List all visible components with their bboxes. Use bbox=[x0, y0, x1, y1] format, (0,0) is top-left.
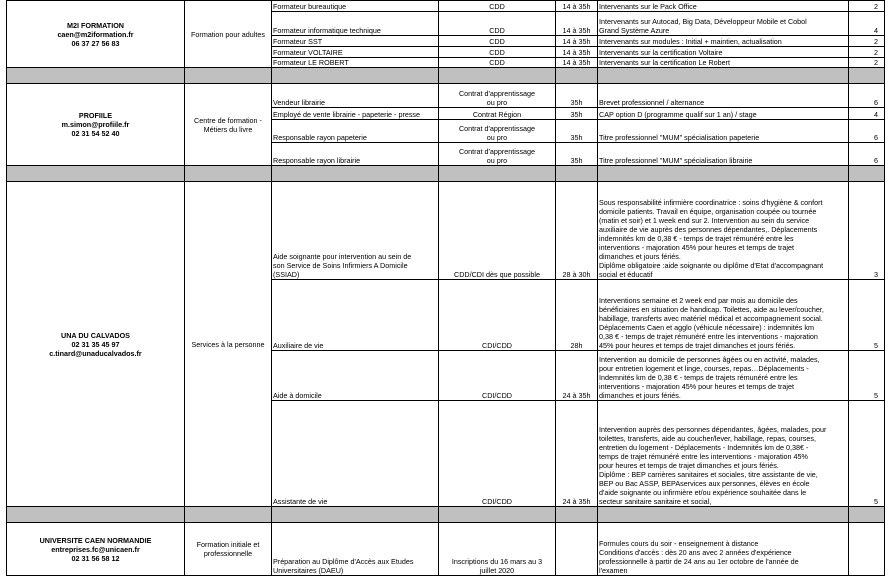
separator-cell[interactable] bbox=[185, 68, 272, 84]
organization-cell[interactable] bbox=[7, 523, 185, 576]
separator-cell[interactable] bbox=[849, 166, 885, 182]
description-cell-line: dimanches et jours fériés. bbox=[599, 252, 681, 261]
sector-cell[interactable]: Formation initiale et professionnelle bbox=[185, 523, 272, 576]
positions-count-cell[interactable]: 2 bbox=[849, 58, 885, 68]
sector-cell[interactable]: Services à la personne bbox=[185, 182, 272, 507]
job-title-cell[interactable] bbox=[272, 523, 439, 576]
separator-cell[interactable] bbox=[439, 166, 556, 182]
sector-cell[interactable]: Formation pour adultes bbox=[185, 1, 272, 68]
description-cell-line: interventions - majoration 45% pour heures et temps de trajet bbox=[599, 382, 794, 391]
positions-count-cell[interactable]: 6 bbox=[849, 84, 885, 108]
contract-cell[interactable] bbox=[439, 108, 556, 120]
contract-cell-line: CDD/CDI dès que possible bbox=[454, 270, 540, 279]
job-title-cell[interactable] bbox=[272, 47, 439, 58]
description-cell[interactable] bbox=[598, 401, 849, 507]
job-title-cell-line: Formateur LE ROBERT bbox=[273, 58, 349, 67]
hours-cell[interactable]: 35h bbox=[556, 143, 598, 166]
contract-cell-line: CDI/CDD bbox=[482, 391, 512, 400]
description-cell-line: pour entretien logement et linge, courses, repas…Déplacements - bbox=[599, 364, 809, 373]
job-title-cell-line: Aide à domicile bbox=[273, 391, 322, 400]
positions-count-cell[interactable]: 2 bbox=[849, 1, 885, 12]
contract-cell[interactable] bbox=[439, 401, 556, 507]
description-cell-line: Grand Système Azure bbox=[599, 26, 670, 35]
description-cell-line: dimanches et jours fériés. bbox=[599, 391, 681, 400]
hours-cell[interactable]: 14 à 35h bbox=[556, 47, 598, 58]
contract-cell[interactable] bbox=[439, 84, 556, 108]
description-cell[interactable] bbox=[598, 1, 849, 12]
description-cell-line: Intervention auprès des personnes dépendantes, âgées, malades, pour bbox=[599, 425, 827, 434]
description-cell[interactable] bbox=[598, 58, 849, 68]
separator-cell[interactable] bbox=[272, 166, 439, 182]
contract-cell-line: ou pro bbox=[486, 156, 508, 165]
contract-cell[interactable] bbox=[439, 120, 556, 143]
contract-cell-line: CDD bbox=[489, 2, 505, 11]
contract-cell[interactable] bbox=[439, 523, 556, 576]
separator-cell[interactable] bbox=[556, 68, 598, 84]
description-cell-line: Titre professionnel "MUM" spécialisation librairie bbox=[599, 156, 753, 165]
description-cell-line: Intervenants sur la certification Voltaire bbox=[599, 48, 723, 57]
positions-count-cell[interactable]: 6 bbox=[849, 143, 885, 166]
positions-count-cell[interactable]: 2 bbox=[849, 47, 885, 58]
contract-cell[interactable] bbox=[439, 143, 556, 166]
contract-cell-line: CDD bbox=[489, 58, 505, 67]
description-cell-line: Intervention au domicile de personnes âgées ou en activité, malades, bbox=[599, 355, 820, 364]
description-cell-line: secteur sanitaire sanitaire et social, bbox=[599, 497, 712, 506]
positions-count-cell[interactable]: 6 bbox=[849, 120, 885, 143]
description-cell-line: l'examen bbox=[599, 566, 628, 575]
job-title-cell-line: Formateur SST bbox=[273, 37, 323, 46]
separator-cell[interactable] bbox=[272, 507, 439, 523]
contract-cell-line: Contrat d'apprentissage bbox=[458, 124, 536, 133]
description-cell-line: Intervenants sur modules : Initial + maintien, actualisation bbox=[599, 37, 782, 46]
description-cell[interactable] bbox=[598, 84, 849, 108]
contract-cell[interactable] bbox=[439, 58, 556, 68]
contract-cell-line: juillet 2020 bbox=[479, 566, 515, 575]
positions-count-cell[interactable]: 4 bbox=[849, 108, 885, 120]
description-cell-line: 0,38 € - temps de trajet rémunéré entre les interventions - majoration bbox=[599, 332, 818, 341]
job-title-cell[interactable] bbox=[272, 12, 439, 36]
hours-cell[interactable] bbox=[556, 523, 598, 576]
hours-cell[interactable]: 24 à 35h bbox=[556, 401, 598, 507]
hours-cell[interactable]: 14 à 35h bbox=[556, 58, 598, 68]
separator-cell[interactable] bbox=[272, 68, 439, 84]
description-cell-line: CAP option D (programme qualif sur 1 an) / stage bbox=[599, 110, 757, 119]
job-title-cell[interactable] bbox=[272, 280, 439, 351]
description-cell[interactable] bbox=[598, 280, 849, 351]
organization-contact: 02 31 54 52 40 bbox=[71, 129, 120, 138]
separator-cell[interactable] bbox=[598, 507, 849, 523]
description-cell-line: BEP ou Bac ASSP, BEPAservices aux personnes, élèves en école bbox=[599, 479, 810, 488]
positions-count-cell[interactable]: 2 bbox=[849, 36, 885, 47]
table-row bbox=[7, 523, 885, 576]
description-cell[interactable] bbox=[598, 12, 849, 36]
job-title-cell[interactable] bbox=[272, 182, 439, 280]
organization-cell[interactable] bbox=[7, 84, 185, 166]
description-cell-line: habillage, transferts avec matériel médical et accompagnement social. bbox=[599, 314, 823, 323]
organization-name: M2I FORMATION bbox=[67, 20, 124, 30]
separator-cell[interactable] bbox=[439, 68, 556, 84]
description-cell-line: Conditions d'accès : dès 20 ans avec 2 années d'expérience bbox=[599, 548, 792, 557]
hours-cell[interactable]: 14 à 35h bbox=[556, 12, 598, 36]
separator-row bbox=[7, 68, 885, 84]
separator-cell[interactable] bbox=[7, 166, 185, 182]
job-title-cell[interactable] bbox=[272, 143, 439, 166]
separator-cell[interactable] bbox=[185, 166, 272, 182]
description-cell-line: entretien du logement - Déplacements - Indemnités km de 0,38€ - bbox=[599, 443, 809, 452]
separator-row bbox=[7, 507, 885, 523]
description-cell-line: Diplôme obligatoire :aide soignante ou diplôme d'Etat d'accompagnant bbox=[599, 261, 824, 270]
job-title-cell[interactable] bbox=[272, 58, 439, 68]
description-cell-line: Diplôme : BEP carrières sanitaires et sociales, titre assistante de vie, bbox=[599, 470, 818, 479]
job-title-cell[interactable] bbox=[272, 1, 439, 12]
description-cell-line: Déplacements Caen et agglo (véhicule nécessaire) : indemnités km bbox=[599, 323, 814, 332]
job-title-cell-line: Responsable rayon librairie bbox=[273, 156, 361, 165]
job-title-cell-line: Auxiliaire de vie bbox=[273, 341, 324, 350]
description-cell-line: pour heures et temps de trajet dimanches et jours fériés. bbox=[599, 461, 779, 470]
description-cell-line: social et éducatif bbox=[599, 270, 653, 279]
organization-name: UNA DU CALVADOS bbox=[61, 330, 130, 340]
job-title-cell[interactable] bbox=[272, 108, 439, 120]
hours-cell[interactable]: 14 à 35h bbox=[556, 1, 598, 12]
hours-cell[interactable]: 28h bbox=[556, 280, 598, 351]
table-body bbox=[7, 1, 885, 576]
job-title-cell-line: Universitaires (DAEU) bbox=[273, 566, 344, 575]
description-cell[interactable] bbox=[598, 108, 849, 120]
job-title-cell-line: Aide soignante pour intervention au sein de bbox=[273, 252, 412, 261]
organization-contact: m.simon@profiile.fr bbox=[61, 120, 130, 129]
separator-cell[interactable] bbox=[185, 507, 272, 523]
job-title-cell-line: Responsable rayon papeterie bbox=[273, 133, 367, 142]
separator-cell[interactable] bbox=[439, 507, 556, 523]
description-cell-line: bénéficiaires en situation de handicap. Toilettes, aide au lever/coucher, bbox=[599, 305, 824, 314]
hours-cell[interactable]: 35h bbox=[556, 120, 598, 143]
contract-cell[interactable] bbox=[439, 182, 556, 280]
job-title-cell[interactable] bbox=[272, 36, 439, 47]
description-cell[interactable] bbox=[598, 523, 849, 576]
description-cell-line: d'aide soignante ou infirmière et/ou expérience souhaitée dans le bbox=[599, 488, 807, 497]
job-title-cell-line: Préparation au Diplôme d'Accès aux Etudes bbox=[273, 557, 414, 566]
organization-contact: caen@m2iformation.fr bbox=[57, 29, 134, 39]
contract-cell-line: CDI/CDD bbox=[482, 341, 512, 350]
table-row bbox=[7, 84, 885, 108]
job-title-cell[interactable] bbox=[272, 401, 439, 507]
organization-name: PROFIILE bbox=[78, 111, 113, 120]
organization-cell[interactable] bbox=[7, 182, 185, 507]
organization-cell[interactable] bbox=[7, 1, 185, 68]
separator-cell[interactable] bbox=[598, 166, 849, 182]
organization-contact: 06 37 27 56 83 bbox=[71, 38, 120, 48]
positions-count-cell[interactable]: 5 bbox=[849, 351, 885, 401]
job-title-cell-line: (SSIAD) bbox=[273, 270, 300, 279]
organization-name: UNIVERSITE CAEN NORMANDIE bbox=[39, 535, 152, 545]
contract-cell[interactable] bbox=[439, 280, 556, 351]
description-cell-line: 45% pour heures et temps de trajet dimanches et jours fériés. bbox=[599, 341, 796, 350]
hours-cell[interactable]: 14 à 35h bbox=[556, 36, 598, 47]
description-cell-line: temps de trajet rémunéré entre les interventions - majoration 45% bbox=[599, 452, 808, 461]
separator-cell[interactable] bbox=[556, 507, 598, 523]
contract-cell-line: CDI/CDD bbox=[482, 497, 512, 506]
positions-count-cell[interactable]: 3 bbox=[849, 182, 885, 280]
description-cell[interactable] bbox=[598, 182, 849, 280]
contract-cell-line: Inscriptions du 16 mars au 3 bbox=[451, 557, 543, 566]
job-title-cell[interactable] bbox=[272, 120, 439, 143]
contract-cell[interactable] bbox=[439, 12, 556, 36]
hours-cell[interactable]: 35h bbox=[556, 84, 598, 108]
contract-cell-line: CDD bbox=[489, 26, 505, 35]
positions-count-cell[interactable] bbox=[849, 523, 885, 576]
description-cell-line: Formules cours du soir - enseignement à distance bbox=[599, 539, 759, 548]
hours-cell[interactable]: 28 à 30h bbox=[556, 182, 598, 280]
hours-cell[interactable]: 35h bbox=[556, 108, 598, 120]
positions-count-cell[interactable]: 5 bbox=[849, 401, 885, 507]
job-title-cell-line: Employé de vente librairie - papeterie - presse bbox=[273, 110, 421, 119]
contract-cell[interactable] bbox=[439, 47, 556, 58]
description-cell[interactable] bbox=[598, 36, 849, 47]
table-row bbox=[7, 182, 885, 280]
table-row bbox=[7, 1, 885, 12]
contract-cell-line: CDD bbox=[489, 48, 505, 57]
separator-cell[interactable] bbox=[849, 68, 885, 84]
description-cell-line: (matin et soir) et 1 week end sur 2. Intervention au sein du service bbox=[599, 216, 810, 225]
sector-cell[interactable]: Centre de formation - Métiers du livre bbox=[185, 84, 272, 166]
job-title-cell-line: Assistante de vie bbox=[273, 497, 328, 506]
job-title-cell-line: Formateur informatique technique bbox=[273, 26, 381, 35]
job-title-cell-line: son Service de Soins Infirmiers A Domicile bbox=[273, 261, 408, 270]
separator-cell[interactable] bbox=[7, 68, 185, 84]
separator-cell[interactable] bbox=[598, 68, 849, 84]
contract-cell-line: ou pro bbox=[486, 133, 508, 142]
description-cell-line: domicile patients. Travail en équipe, organisation coupée ou tournée bbox=[599, 207, 817, 216]
job-title-cell-line: Formateur VOLTAIRE bbox=[273, 48, 343, 57]
job-title-cell[interactable] bbox=[272, 351, 439, 401]
separator-cell[interactable] bbox=[556, 166, 598, 182]
positions-count-cell[interactable]: 4 bbox=[849, 12, 885, 36]
description-cell-line: Intervenants sur la certification Le Robert bbox=[599, 58, 731, 67]
contract-cell-line: CDD bbox=[489, 37, 505, 46]
description-cell-line: interventions - majoration 45% pour heures et temps de trajet bbox=[599, 243, 794, 252]
description-cell-line: indemnités km de 0,38 € - temps de trajet rémunéré entre les bbox=[599, 234, 794, 243]
contract-cell[interactable] bbox=[439, 36, 556, 47]
contract-cell[interactable] bbox=[439, 1, 556, 12]
description-cell-line: Titre professionnel "MUM" spécialisation papeterie bbox=[599, 133, 760, 142]
description-cell-line: Brevet professionnel / alternance bbox=[599, 98, 705, 107]
contract-cell-line: Contrat d'apprentissage bbox=[458, 147, 536, 156]
organization-contact: c.tinard@unaducalvados.fr bbox=[49, 348, 142, 358]
description-cell[interactable] bbox=[598, 47, 849, 58]
description-cell-line: Intervenants sur Autocad, Big Data, Développeur Mobile et Cobol bbox=[599, 17, 807, 26]
organization-contact: 02 31 56 58 12 bbox=[71, 553, 120, 563]
description-cell[interactable] bbox=[598, 120, 849, 143]
separator-cell[interactable] bbox=[849, 507, 885, 523]
contract-cell-line: Contrat Région bbox=[472, 110, 522, 119]
organization-contact: 02 31 35 45 97 bbox=[71, 339, 120, 349]
separator-row bbox=[7, 166, 885, 182]
positions-count-cell[interactable]: 5 bbox=[849, 280, 885, 351]
description-cell-line: toilettes, transferts, aide au coucher/lever, habillage, repas, courses, bbox=[599, 434, 816, 443]
description-cell[interactable] bbox=[598, 143, 849, 166]
job-title-cell-line: Vendeur librairie bbox=[273, 98, 325, 107]
job-title-cell-line: Formateur bureautique bbox=[273, 2, 347, 11]
job-offers-table bbox=[6, 0, 885, 576]
contract-cell[interactable] bbox=[439, 351, 556, 401]
separator-cell[interactable] bbox=[7, 507, 185, 523]
description-cell[interactable] bbox=[598, 351, 849, 401]
contract-cell-line: Contrat d'apprentissage bbox=[458, 89, 536, 98]
description-cell-line: Indemnités km de 0,38 € - temps de trajets rémunéré entre les bbox=[599, 373, 798, 382]
spreadsheet-sheet bbox=[6, 0, 884, 576]
job-title-cell[interactable] bbox=[272, 84, 439, 108]
organization-contact: entreprises.fc@unicaen.fr bbox=[51, 544, 140, 554]
description-cell-line: Interventions semaine et 2 week end par mois au domicile des bbox=[599, 296, 798, 305]
hours-cell[interactable]: 24 à 35h bbox=[556, 351, 598, 401]
description-cell-line: Intervenants sur le Pack Office bbox=[599, 2, 697, 11]
description-cell-line: Sous responsabilité infirmière coordinatrice : soins d'hygiène & confort bbox=[599, 198, 823, 207]
description-cell-line: professionnelle à partir de 24 ans au 1er octobre de l'année de bbox=[599, 557, 799, 566]
contract-cell-line: ou pro bbox=[486, 98, 508, 107]
description-cell-line: auxiliaire de vie auprès des personnes dépendantes,. Déplacements bbox=[599, 225, 818, 234]
